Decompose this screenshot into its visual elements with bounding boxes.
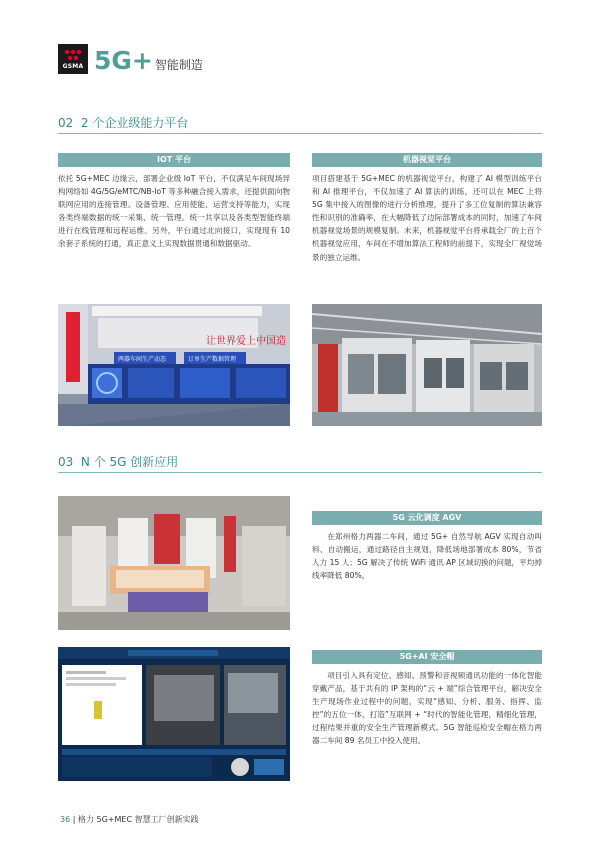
agv-photo [58,496,290,630]
helmet-bar: 5G+AI 安全帽 [312,650,542,664]
brand-title [94,46,203,75]
section-02-text: 2 个企业级能力平台 [80,116,189,130]
iot-platform-bar: IOT 平台 [58,153,290,167]
agv-text: 在郑州格力两器二车间，通过 5G+ 自然导航 AGV 实现自动叫料、自动搬运，通过路径自主规划，降低场地部署成本 80%，节省人力 15 人；5G 解决了传统 WiFi 通讯 AP 区域切换的问题，平均掉线率降低 80%。 [312,532,542,581]
brand-subtitle: 智能制造 [154,58,203,72]
page-footer: 36 | 格力 5G+MEC 智慧工厂创新实践 [60,815,199,824]
vision-platform-text: 项目搭建基于 5G+MEC 的机器视觉平台，构建了 AI 模型训练平台和 AI 推理平台，不仅加速了 AI 算法的训练，还可以在 MEC 上将 5G 集中接入的图像的进行分析推理，提升了多工位复制的算法兼容性和识别的准确率，在大幅降低了边际部署成本的同时，加速了车间机器视觉场景的规模复制。未来，机器视觉平台将承载全厂的上百个机器视觉应用，车间在不增加算法工程师的前提下，实现全厂视觉场景的独立运维。 [312,174,542,262]
gsma-logo-text: GSMA [62,63,84,70]
helmet-text: 项目引入具有定位、感知、预警和音视频通讯功能的一体化智能穿戴产品，基于共有的 IP 架构的“云 + 端”综合管理平台，解决安全生产现场作业过程中的问题，实现“感知、分析、服务、指挥、监控”的五位一体，打造”互联网 + “时代的智能化管理，精细化管理，过程结果并重的安全生产管理新模式。5G 智能巡检安全帽在格力两器二车间 89 名员工中投入使用。 [312,671,542,746]
vision-platform-bar: 机器视觉平台 [312,153,542,167]
iot-platform-text: 依托 5G+MEC 边缘云，部署企业级 IoT 平台，不仅满足车间现场异构网络如 4G/5G/eMTC/NB-IoT 等多种融合接入需求，还提供面向物联网应用的连接管理、设备管理、应用使能、运营支持等能力，实现各类终端数据的统一采集、统一管理。统一共享以及各类型智能终端进行在线管理和远程运维。另外，平台通过北向接口，实现现有 10 余套子系统的打通，真正意义上实现数据贯通和数据驱动。 [58,174,290,249]
section-02-number: 02 [58,116,74,130]
gsma-logo [58,44,88,74]
vision-workshop-photo [312,304,542,426]
section-03-rule [58,472,542,473]
iot-banner-text: 让世界爱上中国造 [206,336,286,347]
section-02-rule [58,133,542,134]
helmet-platform-screenshot [58,647,290,781]
section-02-title [58,114,188,131]
agv-bar: 5G 云化调度 AGV [312,511,542,525]
iot-control-room-photo [58,304,290,426]
gsma-dots-icon [63,48,83,62]
iot-sign-2: 订单生产数据管理 [188,356,237,363]
iot-sign-1: 两器车间生产动态 [118,356,167,363]
section-03-text: N 个 5G 创新应用 [80,455,179,469]
footer-text: 格力 5G+MEC 智慧工厂创新实践 [77,815,199,824]
section-03-title [58,453,178,470]
section-03-number: 03 [58,455,74,469]
brand-main: 5G+ [94,46,153,75]
page-number: 36 [60,815,71,824]
